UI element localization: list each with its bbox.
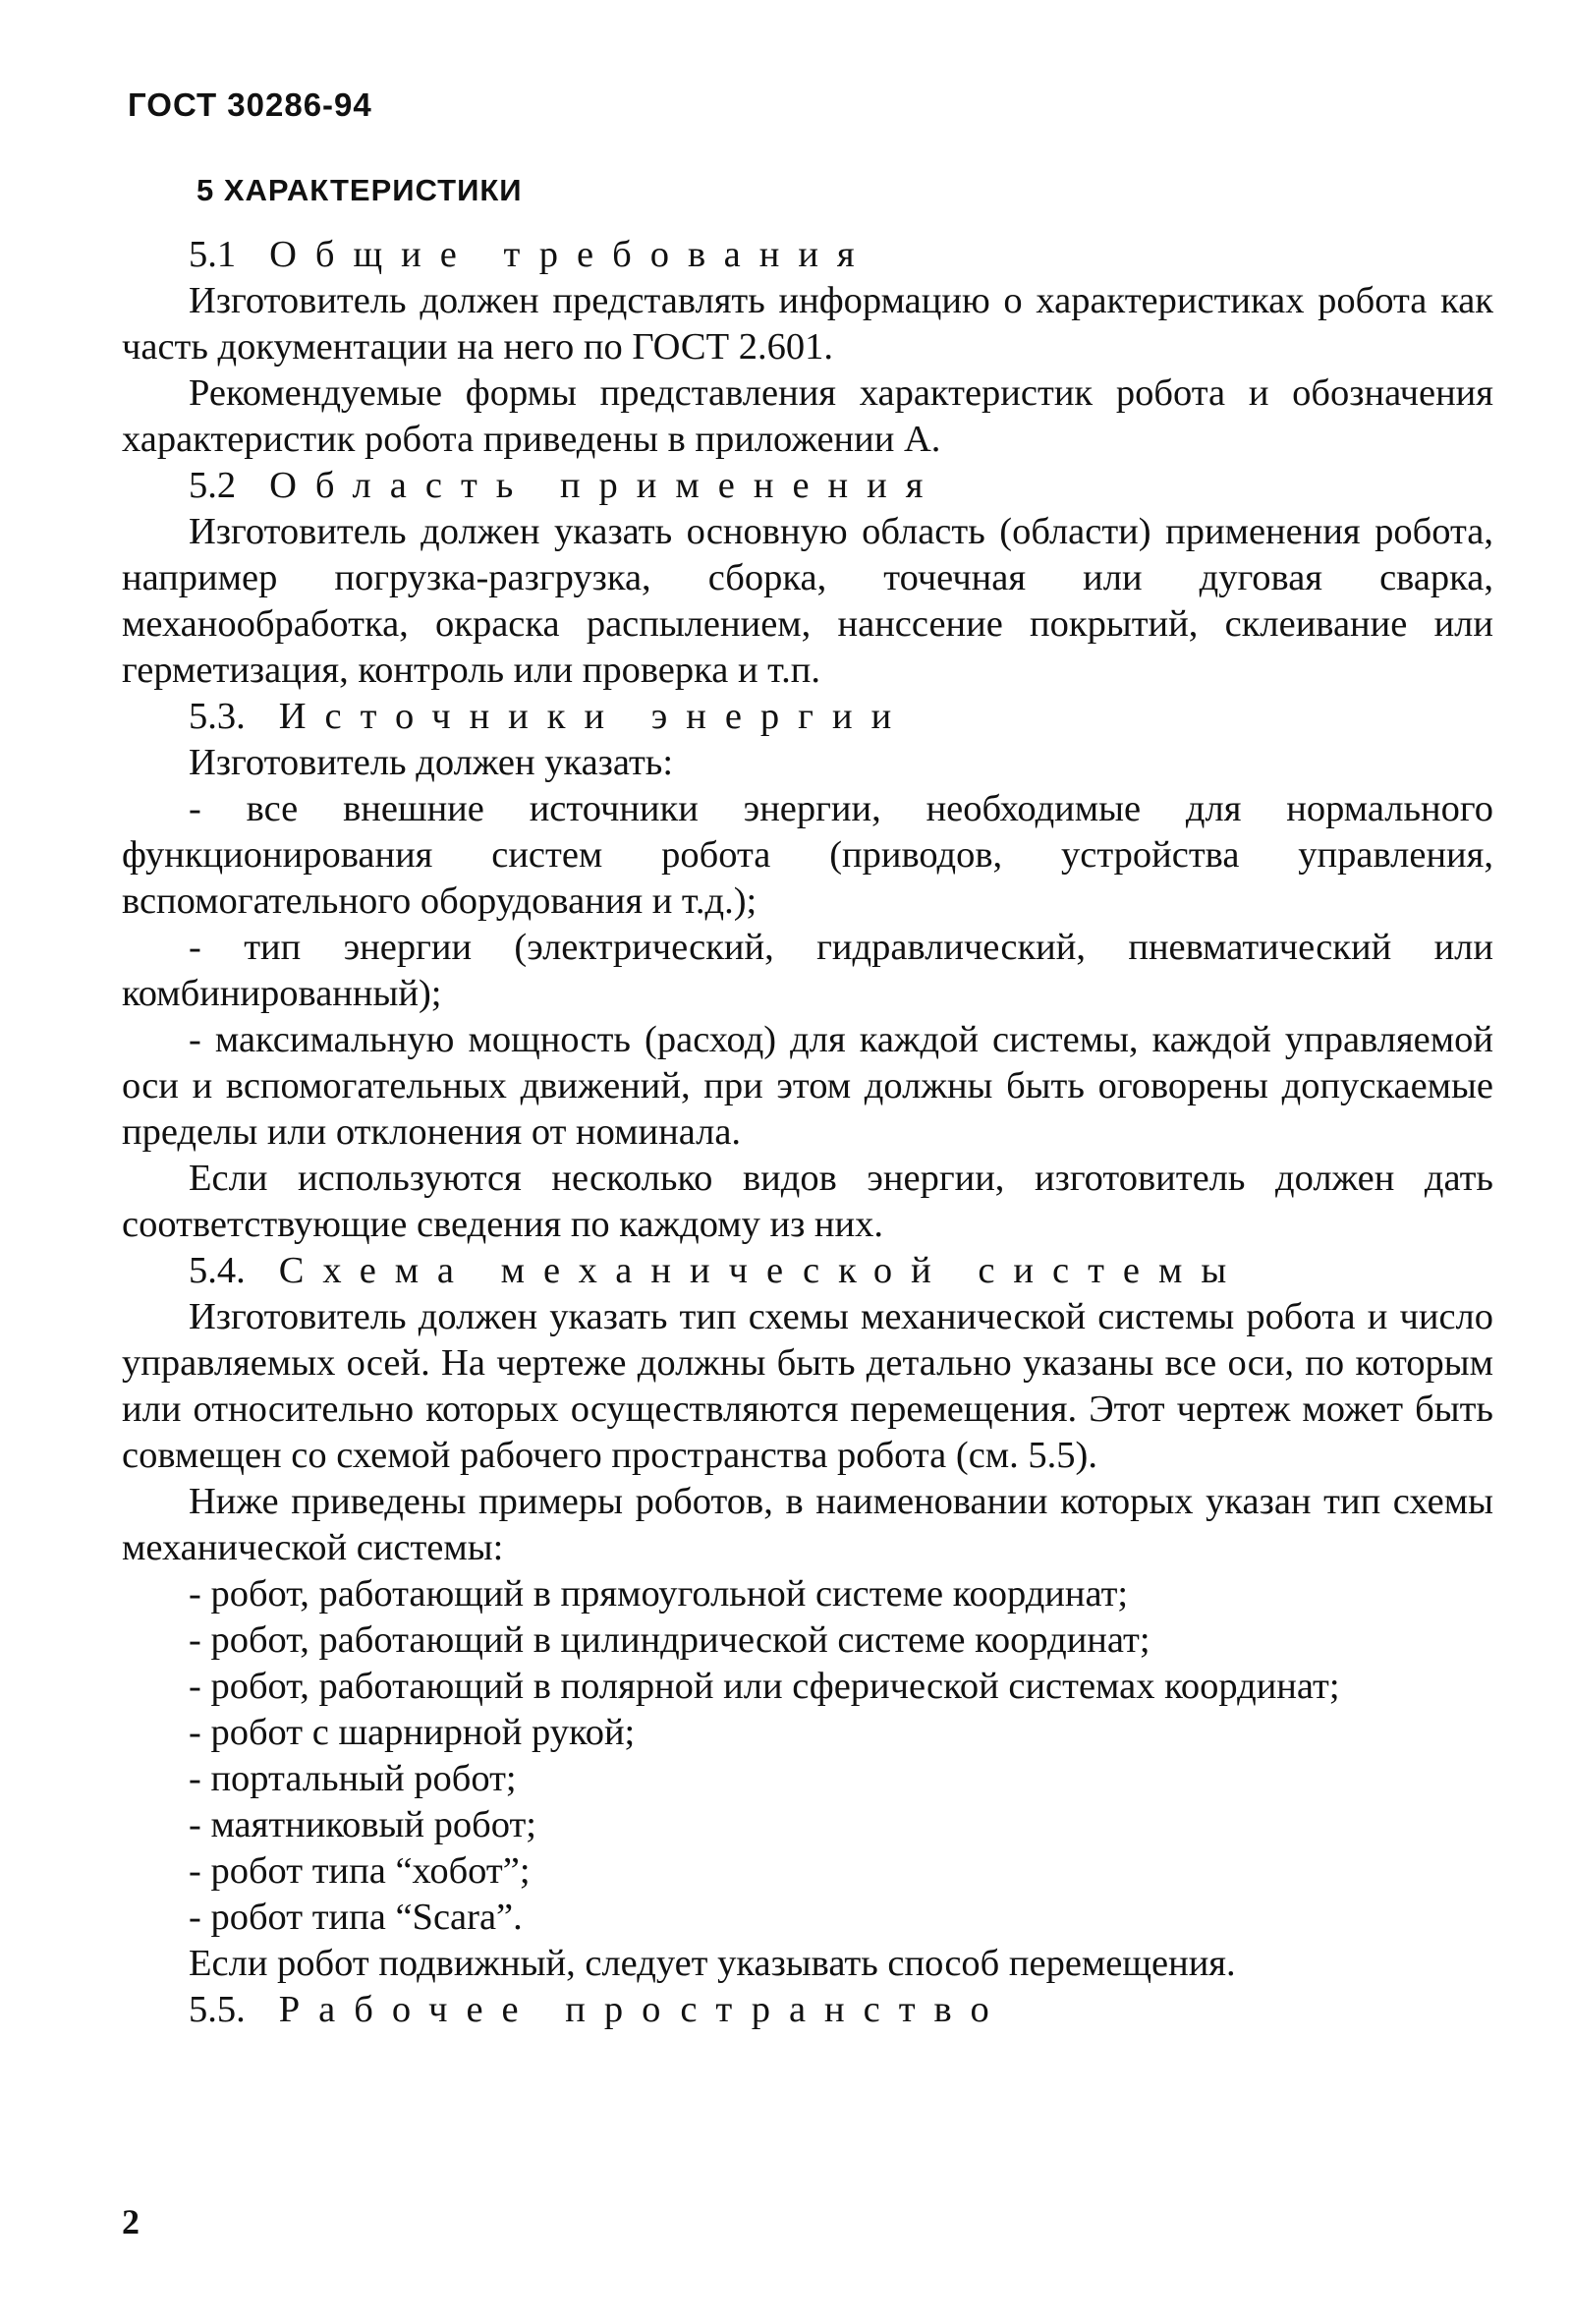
list-item: - робот, работающий в прямоугольной системе координат; <box>189 1573 1129 1615</box>
paragraph: Ниже приведены примеры роботов, в наименовании которых указан тип схемы механической системы: <box>122 1481 1493 1568</box>
heading-number: 5.2 <box>189 465 237 506</box>
heading-number: 5.3. <box>189 696 246 737</box>
list-item: - робот, работающий в цилиндрической системе координат; <box>189 1619 1150 1661</box>
paragraph: Рекомендуемые формы представления характеристик робота и обозначения характеристик робота приведены в приложении А. <box>122 372 1493 460</box>
list-item: - портальный робот; <box>189 1758 517 1799</box>
list-item: - робот, работающий в полярной или сферической системах координат; <box>189 1666 1340 1707</box>
subsection-heading-5-2 <box>122 463 1493 509</box>
subsection-heading-5-4 <box>122 1248 1493 1294</box>
list-item: - робот с шарнирной рукой; <box>189 1712 636 1753</box>
subsection-heading-5-5 <box>122 1987 1493 2033</box>
paragraph: Изготовитель должен указать: <box>189 742 674 783</box>
paragraph: Если робот подвижный, следует указывать способ перемещения. <box>189 1943 1236 1984</box>
paragraph: Если используются несколько видов энергии, изготовитель должен дать соответствующие сведения по каждому из них. <box>122 1158 1493 1245</box>
list-item: - тип энергии (электрический, гидравлический, пневматический или комбинированный); <box>122 927 1493 1014</box>
heading-number: 5.5. <box>189 1989 246 2030</box>
heading-number: 5.1 <box>189 234 237 275</box>
paragraph: Изготовитель должен указать тип схемы механической системы робота и число управляемых осей. На чертеже должны быть детально указаны все оси, по которым или относительно которых осуществляются перемещения. Этот чертеж может быть совмещен со схемой рабочего пространства робота (см. 5.5). <box>122 1296 1493 1476</box>
paragraph: Изготовитель должен указать основную область (области) применения робота, например погрузка-разгрузка, сборка, точечная или дуговая сварка, механообработка, окраска распылением, нанссение покрытий, склеивание или герметизация, контроль или проверка и т.п. <box>122 511 1493 691</box>
subsection-heading-5-1 <box>122 232 1493 278</box>
heading-number: 5.4. <box>189 1250 246 1291</box>
list-item: - все внешние источники энергии, необходимые для нормального функционирования систем робота (приводов, устройства управления, вспомогательного оборудования и т.д.); <box>122 788 1493 922</box>
heading-title: Источники энергии <box>278 696 911 737</box>
page-number: 2 <box>122 2202 140 2241</box>
paragraph: Изготовитель должен представлять информацию о характеристиках робота как часть документации на него по ГОСТ 2.601. <box>122 280 1493 368</box>
list-item: - максимальную мощность (расход) для каждой системы, каждой управляемой оси и вспомогательных движений, при этом должны быть оговорены допускаемые пределы или отклонения от номинала. <box>122 1019 1493 1153</box>
list-item: - маятниковый робот; <box>189 1804 537 1845</box>
heading-title: Область применения <box>269 465 942 506</box>
heading-title: Рабочее пространство <box>278 1989 1008 2030</box>
list-item: - робот типа “хобот”; <box>189 1850 531 1892</box>
heading-title: Общие требования <box>269 234 873 275</box>
heading-title: Схема механической системы <box>278 1250 1246 1291</box>
list-item: - робот типа “Scara”. <box>189 1897 523 1938</box>
subsection-heading-5-3 <box>122 694 1493 740</box>
document-body <box>122 232 1493 2033</box>
section-title: 5 ХАРАКТЕРИСТИКИ <box>196 173 523 207</box>
document-code: ГОСТ 30286-94 <box>128 86 372 123</box>
